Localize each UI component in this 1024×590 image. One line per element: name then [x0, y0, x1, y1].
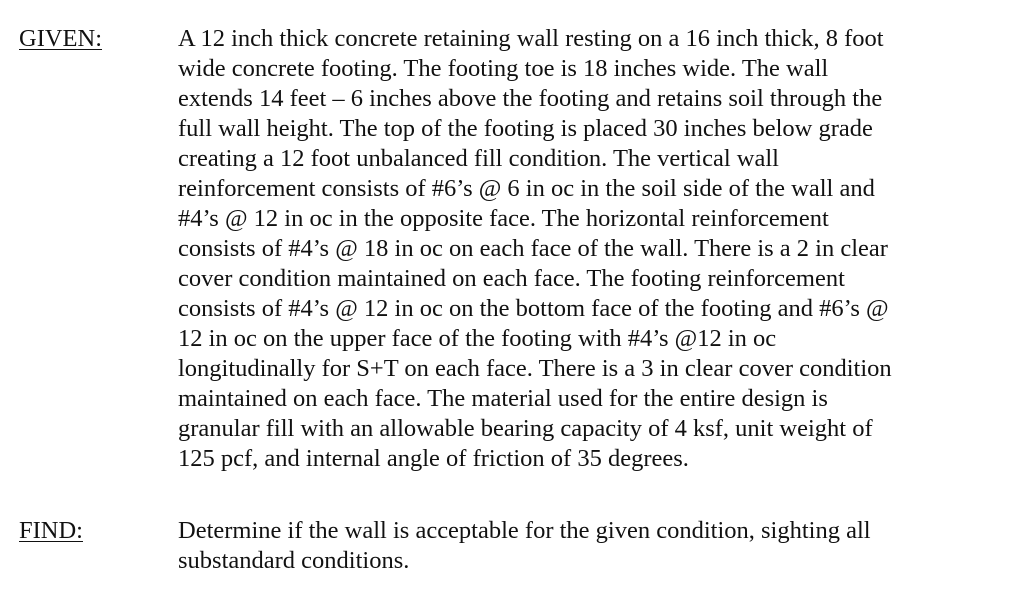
given-line: maintained on each face. The material used for the entire design is [178, 385, 828, 412]
given-paragraph [178, 24, 892, 474]
find-line: substandard conditions. [178, 547, 410, 574]
given-line: #4’s @ 12 in oc in the opposite face. The horizontal reinforcement [178, 205, 829, 232]
given-line: A 12 inch thick concrete retaining wall resting on a 16 inch thick, 8 foot [178, 25, 884, 52]
given-line: granular fill with an allowable bearing capacity of 4 ksf, unit weight of [178, 415, 873, 442]
given-label: GIVEN: [19, 25, 103, 52]
given-line: reinforcement consists of #6’s @ 6 in oc in the soil side of the wall and [178, 175, 875, 202]
given-line: creating a 12 foot unbalanced fill condition. The vertical wall [178, 145, 779, 172]
given-line: consists of #4’s @ 12 in oc on the bottom face of the footing and #6’s @ [178, 295, 889, 322]
given-line: extends 14 feet – 6 inches above the footing and retains soil through the [178, 85, 883, 112]
given-line: 12 in oc on the upper face of the footing with #4’s @12 in oc [178, 325, 777, 352]
find-line: Determine if the wall is acceptable for the given condition, sighting all [178, 517, 871, 544]
given-line: 125 pcf, and internal angle of friction of 35 degrees. [178, 445, 689, 472]
given-line: longitudinally for S+T on each face. There is a 3 in clear cover condition [178, 355, 892, 382]
find-paragraph [178, 516, 871, 576]
given-line: full wall height. The top of the footing is placed 30 inches below grade [178, 115, 873, 142]
given-line: consists of #4’s @ 18 in oc on each face of the wall. There is a 2 in clear [178, 235, 888, 262]
given-line: wide concrete footing. The footing toe is 18 inches wide. The wall [178, 55, 829, 82]
given-line: cover condition maintained on each face. The footing reinforcement [178, 265, 845, 292]
find-label: FIND: [19, 517, 83, 544]
